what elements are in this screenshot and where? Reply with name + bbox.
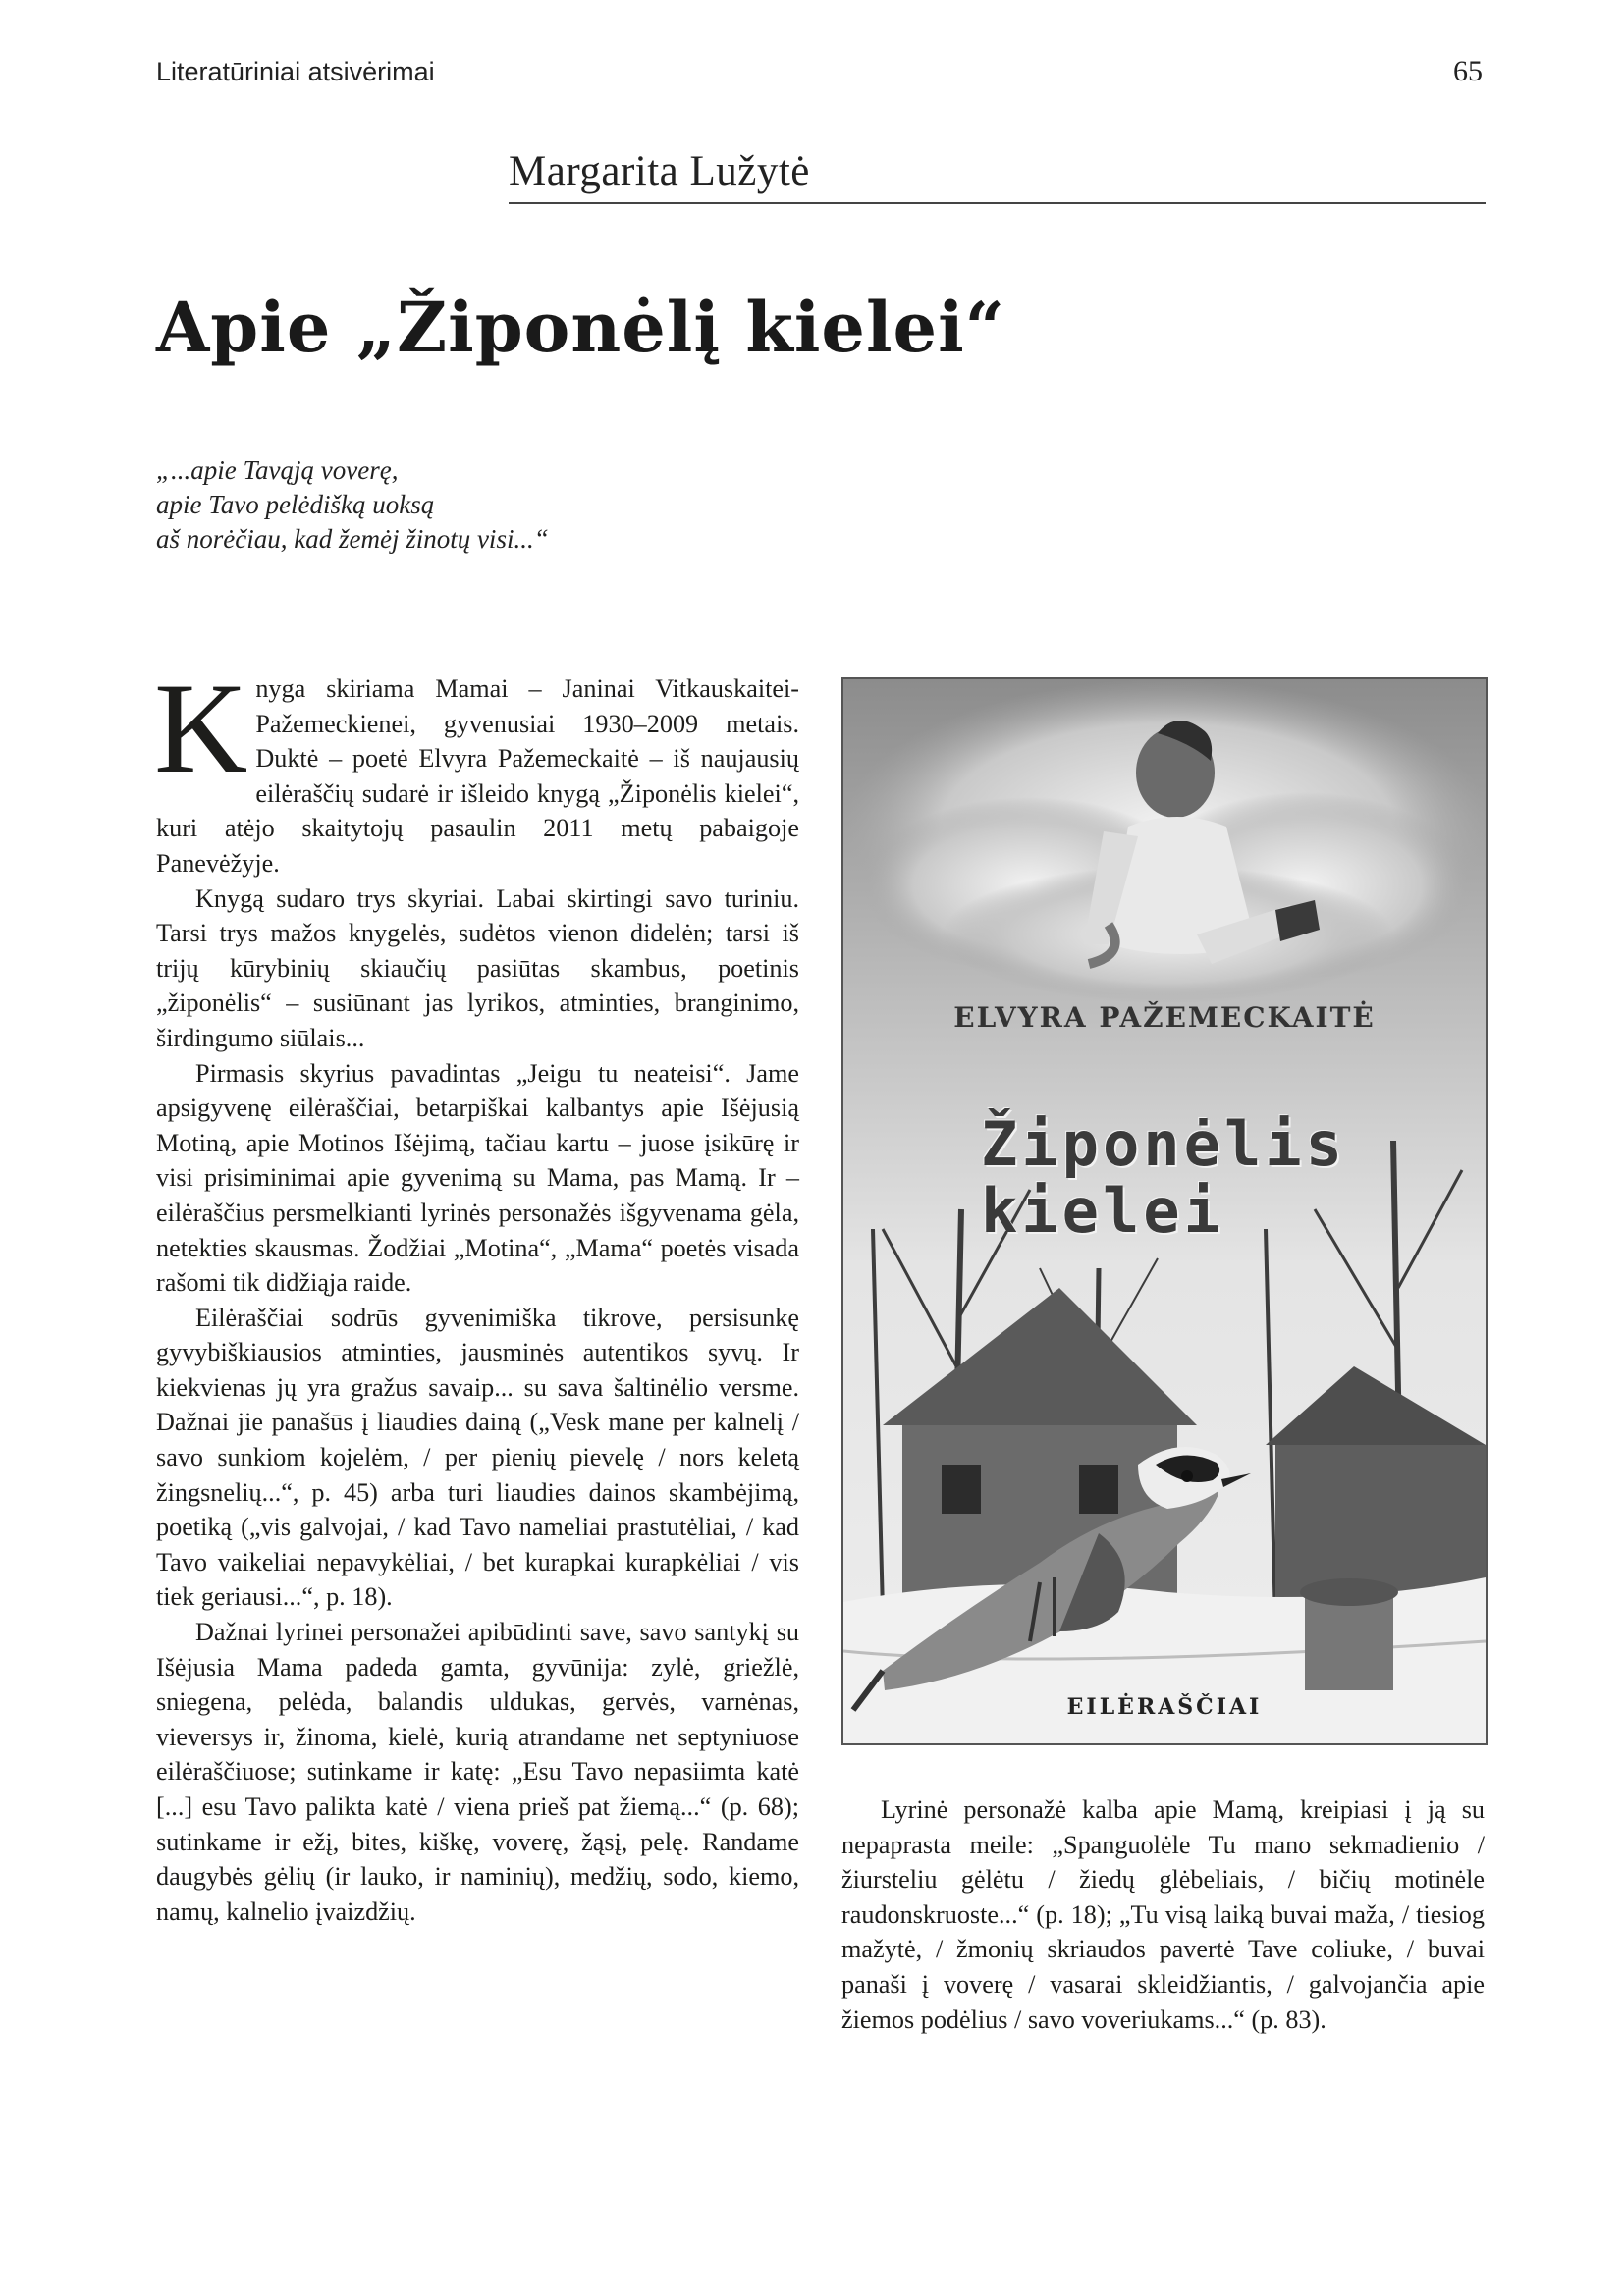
paragraph-1 (154, 656, 799, 881)
cover-title (981, 1108, 1413, 1247)
cover-title-line: Žiponėlis (981, 1108, 1346, 1180)
epigraph (156, 454, 765, 557)
drop-cap: K (154, 656, 248, 800)
paragraph-2: Knygą sudaro trys skyriai. Labai skirtingi savo turiniu. Tarsi trys mažos knygelės, sudėtos vienon didelėn; tarsi iš trijų kūrybinių skiaučių pasiūtas skambus, poetinis „žiponėlis“ – susiūnant jas lyrikos, atminties, branginimo, širdingumo siūlais... (156, 883, 799, 1052)
paragraph-1-text: nyga skiriama Mamai – Janinai Vitkauskaitei-Pažemeckienei, gyvenusiai 1930–2009 metais. Duktė – poetė Elvyra Pažemeckaitė – iš naujausių eilėraščių sudarė ir išleido knygą „Žiponėlis kielei“, kuri atėjo skaitytojų pasaulin 2011 metų pabaigoje Panevėžyje. (156, 674, 799, 878)
cover-genre-label: EILĖRAŠČIAI (1066, 1694, 1263, 1720)
article-author: Margarita Lužytė (509, 148, 810, 194)
article-title: Apie „Žiponėlį kielei“ (156, 287, 1005, 368)
book-cover-image (841, 677, 1488, 1745)
paragraph-6: Lyrinė personažė kalba apie Mamą, kreipiasi į ją su nepaprasta meile: „Spanguolėle Tu mano sekmadienio / žiursteliu gėlėtu / žiedų glėbeliais, / bičių motinėle raudonskruoste...“ (p. 18); „Tu visą laiką buvai maža, / tiesiog mažytė, / žmonių skriaudos pavertė Tave coliuke, / buvai panaši į voverę / vasarai skleidžiantis, / galvojančia apie žiemos podėlius / savo voveriukams...“ (p. 83). (841, 1795, 1485, 2034)
right-column (841, 1792, 1485, 2037)
epigraph-line: „...apie Tavąją voverę, (156, 455, 399, 485)
paragraph-3: Pirmasis skyrius pavadintas „Jeigu tu neateisi“. Jame apsigyvenę eilėraščiai, betarpiškai kalbantys apie Išėjusią Motiną, apie Motinos Išėjimą, tačiau kartu – juose įsikūrę ir visi prisiminimai apie gyvenimą su Mama, pas Mamą. Ir – eilėraščius persmelkianti lyrinės personažės išgyvenama gėla, netekties skausmas. Žodžiai „Motina“, „Mama“ poetės visada rašomi tik didžiąja raide. (156, 1058, 799, 1298)
page-number: 65 (1453, 55, 1483, 87)
cover-title-line: kielei (981, 1175, 1224, 1247)
running-head: Literatūriniai atsivėrimai (156, 57, 435, 86)
epigraph-line: apie Tavo pelėdišką uoksą (156, 490, 435, 519)
paragraph-4: Eilėraščiai sodrūs gyvenimiška tikrove, persisunkę gyvybiškiausios atminties, jausminės autentikos syvų. Ir kiekvienas jų yra gražus savaip... su sava šaltinėlio versme. Dažnai jie panašūs į liaudies dainą („Vesk mane per kalnelį / savo sunkiom kojelėm, / per pienių pievelę / nors keletą žingsnelių...“, p. 45) arba turi liaudies dainos skambėjimą, poetiką („vis galvojai, / kad Tavo nameliai prastutėliai, / kad Tavo vaikeliai nepavykėliai, / bet kurapkai kurapkėliai / vis tiek geriausi...“, p. 18). (156, 1303, 799, 1612)
author-rule (509, 202, 1486, 204)
epigraph-line: aš norėčiau, kad žemėj žinotų visi...“ (156, 524, 549, 554)
cover-author-name: ELVYRA PAŽEMECKAITĖ (953, 1001, 1376, 1034)
left-column (154, 656, 799, 1929)
paragraph-5: Dažnai lyrinei personažei apibūdinti save, savo santykį su Išėjusia Mama padeda gamta, gyvūnija: zylė, griežlė, sniegena, pelėda, balandis uldukas, gervės, varnėnas, vieversys ir, žinoma, kielė, kurią atrandame net septyniuose eilėraščiuose; sutinkame ir katę: „Esu Tavo nepasiimta katė [...] esu Tavo palikta katė / viena prieš pat žiemą...“ (p. 68); sutinkame ir ežį, bites, kiškę, voverę, žąsį, pelę. Randame daugybės gėlių (ir lauko, ir naminių), medžių, sodo, kiemo, namų, kalnelio įvaizdžių. (156, 1618, 799, 1926)
